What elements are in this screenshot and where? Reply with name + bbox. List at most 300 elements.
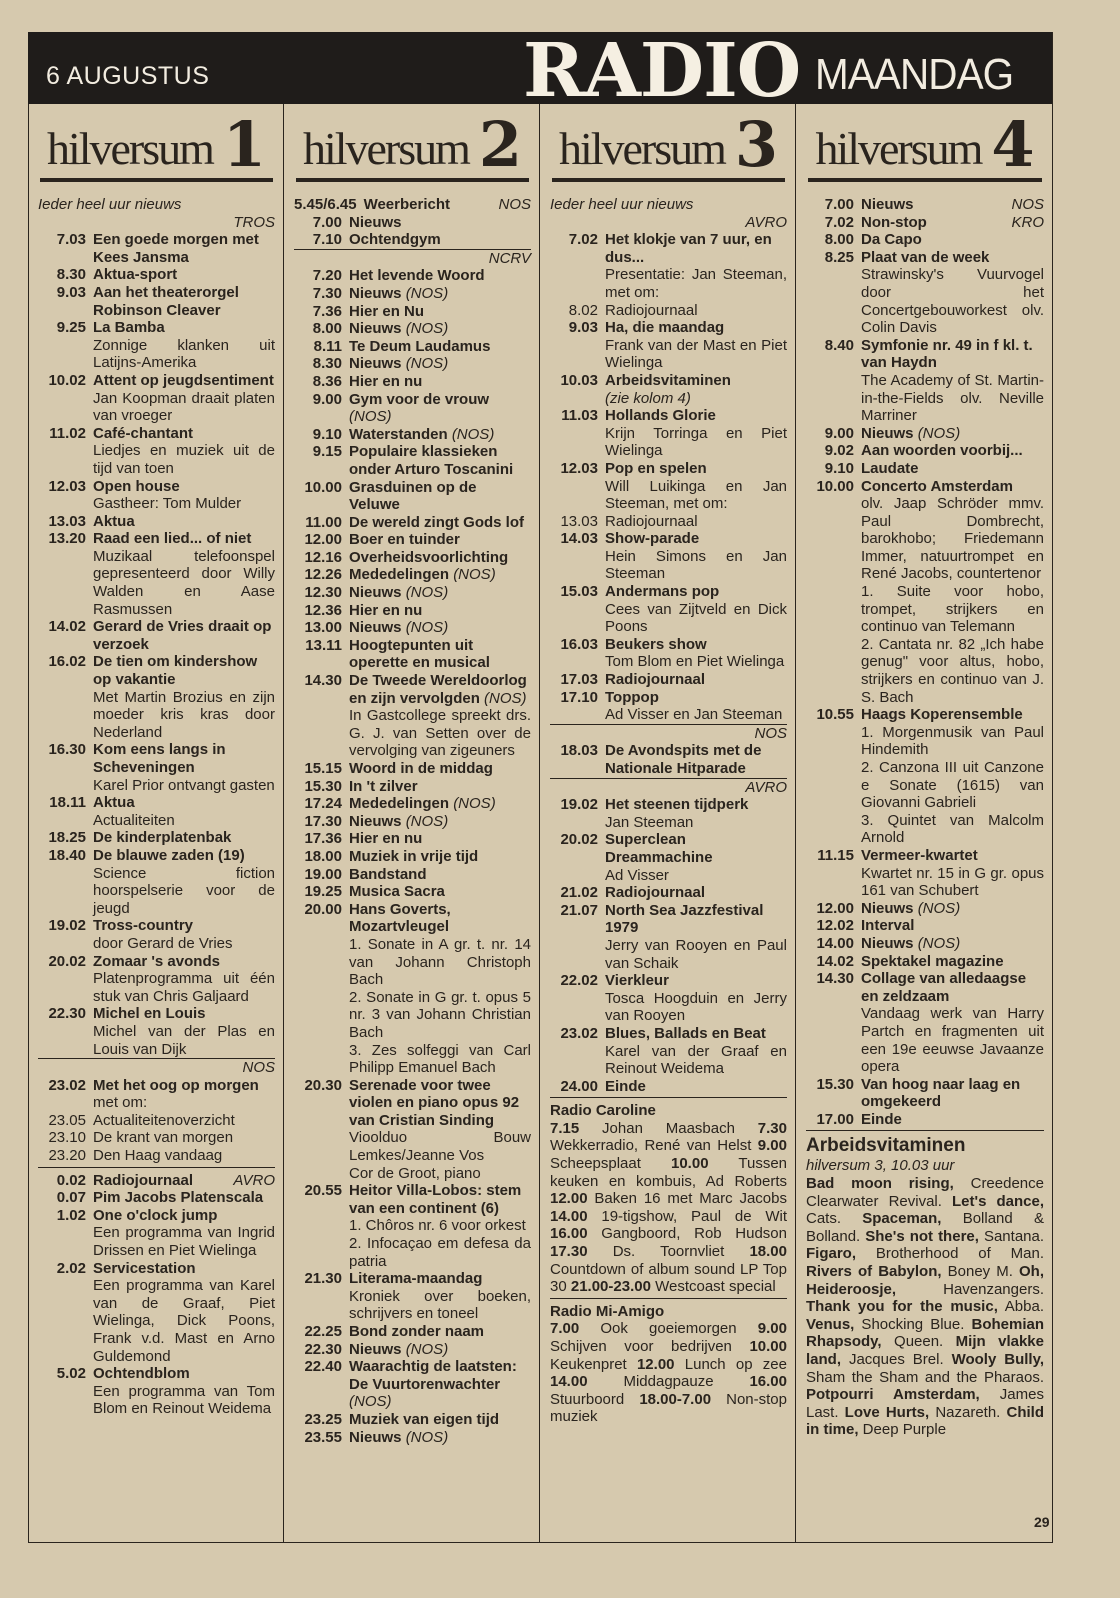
programme-body — [861, 337, 1044, 425]
bold-run: She's not there, — [865, 1227, 979, 1245]
programme-title: North Sea Jazzfestival 1979 — [605, 901, 764, 937]
programme-title: Hoogtepunten uit operette en musical — [349, 636, 490, 672]
programme-body — [349, 813, 531, 831]
programme-time: 9.00 — [824, 424, 854, 442]
programme-title: Haags Koperensemble — [861, 706, 1023, 724]
programme-description: 2. Infocaçao em defesa da patria — [349, 1235, 531, 1270]
programme-body — [93, 847, 275, 917]
programme-note: (NOS) — [917, 899, 961, 917]
programme-note: (NOS) — [349, 408, 392, 426]
programme-time: 13.11 — [305, 636, 342, 654]
programme-time: 9.15 — [312, 443, 342, 461]
programme-description: Krijn Torringa en Piet Wielinga — [605, 424, 787, 460]
programme-body — [349, 830, 531, 848]
programme-item — [38, 266, 275, 284]
programme-item — [550, 407, 787, 460]
programme-item — [294, 214, 531, 232]
column-hilversum-4 — [796, 104, 1052, 1542]
programme-title: Nieuws — [349, 1340, 402, 1358]
programme-body — [364, 196, 531, 214]
programme-item — [38, 530, 275, 618]
text-run: Baken 16 met Marc Jacobs — [587, 1190, 787, 1208]
bold-run: 10.00 — [749, 1338, 787, 1355]
programme-item — [38, 231, 275, 266]
programme-body — [349, 1358, 531, 1411]
programme-title: Nieuws — [861, 196, 914, 213]
column-hilversum-3 — [540, 104, 796, 1542]
programme-body — [93, 372, 275, 425]
programme-body — [93, 266, 275, 284]
programme-time: 22.25 — [304, 1323, 342, 1340]
programme-body — [349, 848, 531, 866]
programme-body — [349, 1411, 531, 1429]
programme-title: Vierkleur — [605, 972, 669, 990]
programme-description: Cees van Zijtveld en Dick Poons — [605, 600, 787, 636]
programme-item — [38, 917, 275, 952]
programme-title: Te Deum Laudamus — [349, 337, 491, 355]
programme-body — [93, 1260, 275, 1366]
programme-title: Aan woorden voorbij... — [861, 442, 1023, 460]
bold-run: 12.00 — [550, 1190, 588, 1208]
programme-time: 9.02 — [824, 442, 854, 460]
programme-body — [93, 1077, 275, 1112]
programme-title: Serenade voor twee violen en piano opus 92 van Cristian Sinding — [349, 1076, 520, 1129]
programme-title: Nieuws — [349, 619, 402, 637]
programme-item — [38, 1129, 275, 1147]
programme-description: 2. Canzona III uit Canzone e Sonate (1615) van Giovanni Gabrieli — [861, 759, 1044, 812]
programme-body — [349, 426, 531, 444]
programme-item — [550, 796, 787, 831]
programme-body — [861, 953, 1044, 971]
broadcaster-label: KRO — [1011, 213, 1044, 231]
programme-description: Een programma van Tom Blom en Reinout Weidema — [93, 1382, 275, 1418]
bold-run: Venus, — [806, 1315, 855, 1333]
programme-note: (NOS) — [405, 812, 449, 830]
programme-body — [605, 231, 787, 301]
programme-time: 22.02 — [560, 972, 598, 990]
bold-run: 12.00 — [636, 1355, 675, 1373]
programme-title: Hans Goverts, Mozartvleugel — [349, 900, 451, 936]
programme-time: 13.00 — [304, 619, 342, 637]
programme-title: Overheidsvoorlichting — [349, 548, 509, 566]
programme-description: In Gastcollege spreekt drs. G. J. van Setten over de vervolging van zigeuners — [349, 707, 531, 760]
programme-item — [550, 742, 787, 777]
station-number: 2 — [478, 108, 523, 181]
text-run: Scheepsplaat — [550, 1155, 671, 1173]
bold-run: 7.30 — [757, 1119, 787, 1137]
programme-item — [550, 1078, 787, 1096]
programme-body — [349, 795, 531, 813]
station-schedule — [550, 1102, 787, 1296]
programme-title: Servicestation — [93, 1259, 196, 1277]
programme-time: 21.02 — [560, 884, 598, 902]
programme-title: Hollands Glorie — [605, 407, 716, 425]
programme-description: Met Martin Brozius en zijn moeder kris kras door Nederland — [93, 688, 275, 741]
programme-title: Radiojournaal — [605, 512, 698, 530]
programme-item — [38, 1077, 275, 1112]
programme-body — [349, 760, 531, 778]
programme-time: 15.03 — [560, 583, 598, 601]
programme-body — [349, 373, 531, 391]
programme-body — [605, 583, 787, 636]
programme-body — [349, 1182, 531, 1270]
programme-title: Radiojournaal — [605, 301, 698, 319]
programme-body — [93, 618, 275, 653]
bold-run: 18.00 — [749, 1243, 787, 1261]
programme-body — [861, 478, 1044, 707]
programme-item — [806, 425, 1044, 443]
programme-title: De kinderplatenbak — [93, 829, 232, 847]
date-label: 6 AUGUSTUS — [46, 62, 210, 90]
programme-body — [349, 883, 531, 901]
text-run: Queen. — [881, 1333, 956, 1351]
programme-note: (NOS) — [917, 424, 961, 442]
programme-time: 1.02 — [56, 1206, 86, 1224]
programme-body — [605, 530, 787, 583]
programme-item — [294, 391, 531, 426]
programme-list — [806, 196, 1044, 1439]
programme-body — [349, 267, 531, 285]
programme-body — [349, 637, 531, 672]
programme-body — [861, 460, 1044, 478]
programme-body — [93, 478, 275, 513]
text-run: Abba. — [997, 1298, 1044, 1316]
programme-item — [806, 900, 1044, 918]
programme-description: Vioolduo Bouw Lemkes/Jeanne Vos — [349, 1129, 531, 1165]
section-title: RADIO — [523, 28, 801, 114]
programme-item — [294, 355, 531, 373]
programme-body — [349, 566, 531, 584]
programme-body — [349, 602, 531, 620]
programme-item — [294, 373, 531, 391]
programme-body — [605, 636, 787, 671]
programme-time: 9.00 — [312, 390, 342, 408]
programme-item — [38, 1172, 275, 1190]
programme-title: Met het oog op morgen — [93, 1076, 259, 1094]
programme-title: De blauwe zaden (19) — [93, 846, 245, 864]
programme-item — [806, 196, 1044, 214]
programme-time: 12.03 — [560, 459, 598, 477]
programme-title: Ha, die maandag — [605, 319, 725, 337]
programme-note: (NOS) — [484, 689, 527, 707]
text-run: Keukenpret — [550, 1355, 637, 1373]
programme-item — [550, 636, 787, 671]
bold-run: 10.00 — [671, 1155, 709, 1173]
programme-body — [349, 443, 531, 478]
programme-title: Boer en tuinder — [349, 531, 460, 549]
divider — [38, 1167, 275, 1168]
programme-item — [294, 479, 531, 514]
programme-item — [294, 672, 531, 760]
programme-time: 17.36 — [304, 830, 342, 848]
programme-item — [294, 1429, 531, 1447]
programme-item — [294, 901, 531, 1077]
programme-body — [605, 831, 787, 884]
broadcaster-label: AVRO — [745, 213, 787, 231]
programme-body — [349, 338, 531, 356]
programme-description: Vandaag werk van Harry Partch en fragmenten uit een 19e eeuwse Javaanze opera — [861, 1005, 1044, 1076]
programme-item — [294, 760, 531, 778]
programme-body — [349, 355, 531, 373]
programme-title: Plaat van de week — [861, 248, 990, 266]
programme-description: Kroniek over boeken, schrijvers en toneel — [349, 1287, 531, 1323]
programme-time: 20.30 — [304, 1076, 342, 1094]
broadcaster-label: NOS — [550, 724, 787, 743]
programme-item — [38, 1147, 275, 1165]
programme-body — [605, 302, 787, 320]
programme-time: 23.25 — [304, 1410, 342, 1428]
programme-title: Pim Jacobs Platenscala — [93, 1189, 264, 1207]
programme-body — [349, 584, 531, 602]
programme-title: Café-chantant — [93, 424, 194, 442]
broadcaster-label: NOS — [498, 196, 531, 213]
programme-body — [349, 391, 531, 426]
programme-title: Den Haag vandaag — [93, 1147, 223, 1165]
programme-title: Laudate — [861, 459, 919, 477]
programme-title: Tross-country — [93, 917, 194, 935]
programme-title: Spektakel magazine — [861, 952, 1004, 970]
programme-body — [93, 231, 275, 266]
programme-description: Gastheer: Tom Mulder — [93, 495, 242, 513]
programme-title: In 't zilver — [349, 777, 418, 795]
programme-title: Muziek van eigen tijd — [349, 1410, 500, 1428]
block-text — [806, 1175, 1044, 1439]
programme-title: Bandstand — [349, 865, 427, 883]
programme-title: Nieuws — [349, 213, 402, 231]
bold-run: 16.00 — [550, 1225, 588, 1243]
bold-run: 14.00 — [550, 1207, 588, 1225]
programme-item — [806, 442, 1044, 460]
programme-item — [294, 514, 531, 532]
programme-item — [550, 884, 787, 902]
programme-description: Karel Prior ontvangt gasten — [93, 776, 275, 794]
broadcaster-label: AVRO — [550, 778, 787, 797]
programme-description: olv. Jaap Schröder mmv. Paul Dombrecht, barokhobo; Friedemann Immer, natuurtrompet en René Jacobs, countertenor — [861, 495, 1044, 583]
programme-item — [550, 231, 787, 301]
programme-item — [294, 1341, 531, 1359]
programme-time: 23.05 — [48, 1111, 86, 1129]
text-run: Wekkerradio, René van Helst — [550, 1137, 758, 1155]
programme-note: (NOS) — [453, 795, 496, 813]
programme-time: 19.25 — [304, 883, 342, 901]
programme-time: 8.11 — [313, 337, 342, 355]
programme-title: Gym voor de vrouw — [349, 390, 490, 408]
programme-item — [38, 829, 275, 847]
programme-time: 10.03 — [560, 371, 598, 389]
programme-item — [294, 1411, 531, 1429]
programme-item — [550, 972, 787, 1025]
programme-time: 14.02 — [48, 618, 86, 636]
programme-item — [294, 637, 531, 672]
programme-title: One o'clock jump — [93, 1206, 218, 1224]
broadcaster-label: AVRO — [233, 1171, 275, 1189]
programme-title: Superclean Dreammachine — [605, 831, 713, 866]
programme-time: 14.30 — [816, 970, 854, 988]
programme-item — [806, 970, 1044, 1076]
bold-run: 7.15 — [550, 1119, 580, 1137]
programme-body — [93, 425, 275, 478]
programme-time: 10.02 — [48, 371, 86, 389]
programme-item — [38, 1005, 275, 1058]
programme-body — [93, 953, 275, 1006]
programme-body — [349, 320, 531, 338]
programme-title: Nieuws — [861, 899, 914, 917]
programme-note: (NOS) — [405, 1340, 449, 1358]
programme-title: Concerto Amsterdam — [861, 477, 1013, 495]
programme-item — [806, 1076, 1044, 1111]
day-label: MAANDAG — [815, 50, 1014, 99]
bold-run: Spaceman, — [862, 1210, 942, 1228]
programme-description: Tom Blom en Piet Wielinga — [605, 653, 785, 671]
programme-time: 9.03 — [56, 283, 86, 301]
programme-description: 3. Quintet van Malcolm Arnold — [861, 811, 1044, 847]
news-note: Ieder heel uur nieuws — [550, 196, 694, 213]
programme-item — [806, 231, 1044, 249]
programme-item — [38, 372, 275, 425]
programme-time: 8.00 — [312, 320, 342, 338]
programme-item — [294, 866, 531, 884]
programme-title: Nieuws — [349, 355, 402, 373]
programme-body — [349, 778, 531, 796]
programme-time: 7.03 — [56, 231, 86, 249]
bold-run: Rivers of Babylon, — [806, 1263, 942, 1281]
programme-time: 23.10 — [48, 1129, 86, 1147]
programme-item — [550, 902, 787, 972]
programme-item — [38, 953, 275, 1006]
programme-time: 16.03 — [560, 635, 598, 653]
block-text — [550, 1320, 787, 1426]
programme-body — [861, 1111, 1044, 1129]
programme-time: 10.55 — [816, 706, 854, 724]
programme-item — [806, 953, 1044, 971]
programme-time: 8.36 — [312, 372, 342, 390]
programme-time: 5.45/6.45 — [294, 196, 357, 213]
text-run: Ds. Toornvliet — [587, 1243, 750, 1261]
broadcaster-label: TROS — [233, 213, 275, 231]
programme-time: 20.00 — [304, 900, 342, 918]
programme-description: 1. Chôros nr. 6 voor orkest — [349, 1217, 526, 1235]
programme-time: 14.02 — [816, 952, 854, 970]
programme-title: Literama-maandag — [349, 1270, 483, 1288]
programme-item — [550, 460, 787, 513]
programme-item — [294, 619, 531, 637]
programme-time: 17.10 — [560, 688, 598, 706]
programme-item — [294, 602, 531, 620]
text-run: Santana. — [978, 1227, 1045, 1245]
programme-item — [294, 443, 531, 478]
programme-body — [349, 901, 531, 1077]
programme-time: 12.00 — [304, 531, 342, 549]
station-columns — [28, 104, 1052, 1542]
programme-time: 11.00 — [305, 513, 342, 531]
programme-time: 7.36 — [312, 302, 342, 320]
bold-run: Let's dance, — [952, 1192, 1044, 1210]
station-name: hilversum — [558, 123, 725, 174]
programme-item — [550, 1025, 787, 1078]
programme-title: Het levende Woord — [349, 267, 485, 285]
station-schedule — [550, 1303, 787, 1426]
programme-title: Vermeer-kwartet — [861, 846, 978, 864]
text-run: 19-tigshow, Paul de Wit — [587, 1207, 787, 1225]
programme-item — [550, 513, 787, 531]
programme-time: 12.16 — [304, 548, 342, 566]
programme-description: met om: — [93, 1094, 148, 1112]
programme-title: Nieuws — [349, 584, 402, 602]
programme-body — [93, 1207, 275, 1260]
programme-description: Kwartet nr. 15 in G gr. opus 161 van Schubert — [861, 864, 1044, 900]
programme-title: Heitor Villa-Lobos: stem van een continent (6) — [349, 1182, 522, 1217]
broadcaster-label: NCRV — [294, 249, 531, 268]
programme-time: 14.03 — [560, 530, 598, 548]
programme-item — [294, 778, 531, 796]
column-header — [40, 104, 273, 182]
programme-item — [550, 671, 787, 689]
programme-item — [550, 302, 787, 320]
programme-time: 23.20 — [48, 1147, 86, 1165]
bold-run: 16.00 — [749, 1373, 787, 1391]
programme-description: The Academy of St. Martin-in-the-Fields olv. Neville Marriner — [861, 371, 1044, 425]
programme-title: Een goede morgen met Kees Jansma — [93, 231, 259, 266]
programme-title: Radiojournaal — [93, 1171, 194, 1189]
programme-time: 5.02 — [56, 1365, 86, 1383]
text-run: Creedence Clearwater Revival. — [806, 1175, 1044, 1210]
programme-description: 1. Morgenmusik van Paul Hindemith — [861, 723, 1044, 759]
programme-item — [294, 426, 531, 444]
block-heading: Radio Mi-Amigo — [550, 1302, 665, 1320]
bold-run: Bad moon rising, — [806, 1175, 954, 1193]
programme-description: Tosca Hoogduin en Jerry van Rooyen — [605, 989, 787, 1025]
programme-body — [93, 829, 275, 847]
programme-body — [861, 917, 1044, 935]
programme-body — [93, 1005, 275, 1058]
programme-note: (NOS) — [405, 284, 449, 302]
programme-body — [349, 1323, 531, 1341]
programme-body — [605, 742, 787, 777]
programme-description: Michel van der Plas en Louis van Dijk — [93, 1022, 275, 1058]
programme-description: Ad Visser en Jan Steeman — [605, 706, 783, 724]
programme-time: 23.55 — [304, 1428, 342, 1446]
programme-description: Jan Koopman draait platen van vroeger — [93, 389, 275, 425]
programme-time: 18.11 — [49, 794, 86, 812]
programme-title: Hier en Nu — [349, 302, 425, 320]
text-run: Johan Maasbach — [579, 1119, 758, 1137]
programme-description: Ad Visser — [605, 866, 669, 884]
programme-item — [294, 813, 531, 831]
programme-time: 10.00 — [816, 477, 854, 495]
programme-note: (NOS) — [405, 1428, 449, 1446]
programme-time: 10.00 — [304, 478, 342, 496]
programme-item — [806, 917, 1044, 935]
programme-item — [38, 847, 275, 917]
broadcaster-label: NOS — [38, 1058, 275, 1077]
programme-description: Hein Simons en Jan Steeman — [605, 547, 787, 583]
page-number: 29 — [1034, 1514, 1050, 1530]
programme-body — [861, 935, 1044, 953]
programme-title: Muziek in vrije tijd — [349, 847, 479, 865]
programme-body — [349, 231, 531, 249]
programme-time: 7.20 — [312, 267, 342, 285]
programme-description: 1. Suite voor hobo, trompet, strijkers en continuo van Telemann — [861, 583, 1044, 636]
programme-title: Zomaar 's avonds — [93, 952, 220, 970]
block-heading: Radio Caroline — [550, 1102, 656, 1120]
programme-item — [294, 303, 531, 321]
programme-item — [294, 883, 531, 901]
programme-title: Woord in de middag — [349, 760, 493, 777]
programme-item — [550, 372, 787, 407]
programme-body — [605, 1078, 787, 1096]
bold-run: 7.00 — [550, 1320, 580, 1338]
programme-time: 7.00 — [312, 213, 342, 231]
